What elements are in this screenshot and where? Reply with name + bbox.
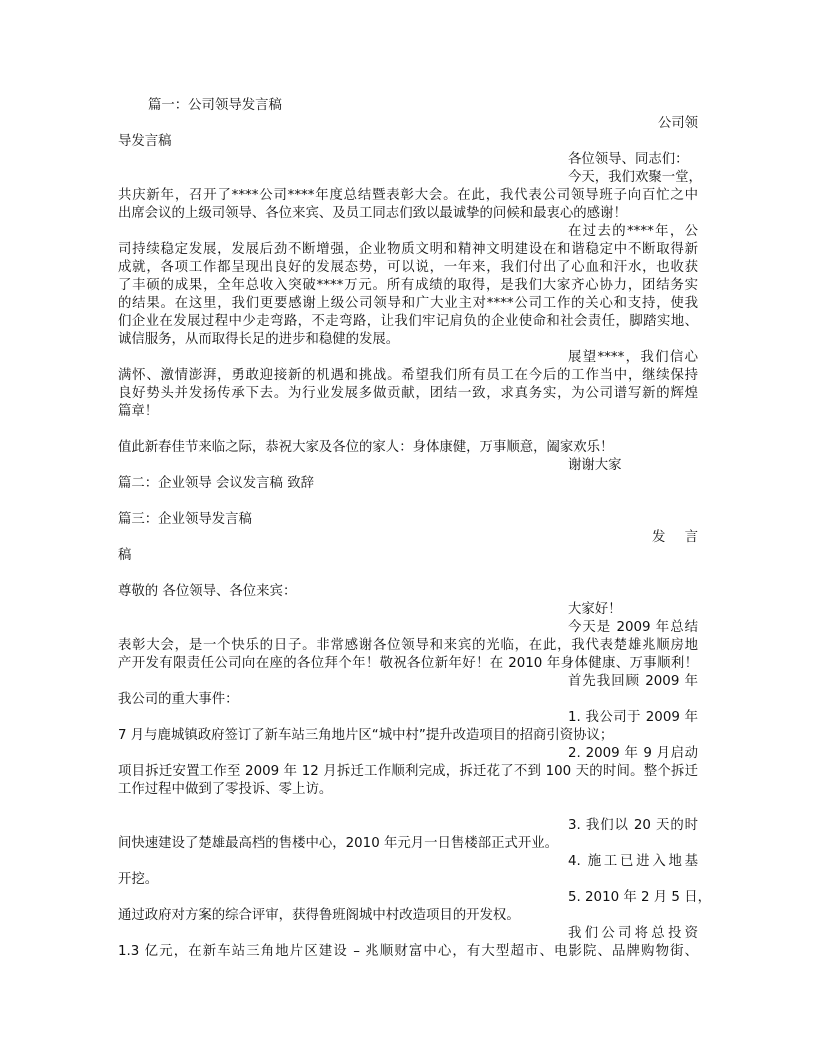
- section-heading-1: 篇一：公司领导发言稿: [148, 98, 282, 113]
- paragraph-line: 们企业在发展过程中少走弯路，不走弯路，让我们牢记肩负的企业使命和社会责任，脚踏实地、: [118, 314, 698, 329]
- paragraph-line: 了丰硕的成果，全年总收入突破****万元。所有成绩的取得，是我们大家齐心协力，团结务实: [118, 278, 698, 293]
- list-item-line: 间快速建设了楚雄最高档的售楼中心，2010 年元月一日售楼部正式开业。: [118, 836, 559, 851]
- section3-title-part2: 稿: [118, 548, 132, 563]
- paragraph-line: 的结果。在这里，我们更要感谢上级公司领导和广大业主对****公司工作的关心和支持，使我: [118, 296, 698, 311]
- paragraph-line: 产开发有限责任公司向在座的各位拜个年！敬祝各位新年好！在 2010 年身体健康、万事顺利！: [118, 656, 698, 671]
- paragraph-line: 良好势头并发扬传承下去。为行业发展多做贡献，团结一致，求真务实，为公司谱写新的辉煌: [118, 386, 698, 401]
- paragraph-line: 首先我回顾 2009 年: [568, 674, 698, 689]
- paragraph-line: 成就，各项工作都呈现出良好的发展态势，可以说，一年来，我们付出了心血和汗水，也收获: [118, 260, 698, 275]
- list-item-line: 7 月与鹿城镇政府签订了新车站三角地片区“城中村”提升改造项目的招商引资协议；: [118, 728, 614, 743]
- list-item-line: 5. 2010 年 2 月 5 日，: [568, 890, 711, 905]
- section3-greeting: 大家好！: [568, 602, 622, 617]
- section-heading-3: 篇三：企业领导发言稿: [118, 512, 252, 527]
- list-item-line: 3. 我们以 20 天的时: [568, 818, 698, 833]
- list-item-line: 4. 施工已进入地基: [568, 854, 698, 869]
- paragraph-line: 出席会议的上级司领导、各位来宾、及员工同志们致以最诚挚的问候和最衷心的感谢！: [118, 206, 627, 221]
- paragraph-line: 今天，我们欢聚一堂，: [568, 170, 702, 185]
- list-item-line: 开挖。: [118, 872, 159, 887]
- section-heading-2: 篇二：企业领导 会议发言稿 致辞: [118, 476, 314, 491]
- paragraph-line: 今天是 2009 年总结: [568, 620, 698, 635]
- section1-closing: 谢谢大家: [568, 458, 622, 473]
- section1-title-part2: 导发言稿: [118, 134, 172, 149]
- paragraph-line: 表彰大会，是一个快乐的日子。非常感谢各位领导和来宾的光临，在此，我代表楚雄兆顺房地: [118, 638, 698, 653]
- section3-title-part1: 发言: [652, 530, 698, 545]
- section3-salutation: 尊敬的 各位领导、各位来宾：: [118, 584, 297, 599]
- section1-salutation: 各位领导、同志们：: [568, 152, 689, 167]
- paragraph-line: 共庆新年，召开了****公司****年度总结暨表彰大会。在此，我代表公司领导班子向百忙之中: [118, 188, 698, 203]
- paragraph-line: 值此新春佳节来临之际，恭祝大家及各位的家人：身体康健，万事顺意，阖家欢乐！: [118, 440, 614, 455]
- list-item-line: 1. 我公司于 2009 年: [568, 710, 698, 725]
- section1-title-part1: 公司领: [657, 116, 698, 131]
- list-item-line: 项目拆迁安置工作至 2009 年 12 月拆迁工作顺利完成，拆迁花了不到 100 天的时间。整个拆迁: [118, 764, 698, 779]
- paragraph-line: 篇章！: [118, 404, 159, 419]
- paragraph-line: 我们公司将总投资: [568, 926, 698, 941]
- paragraph-line: 司持续稳定发展，发展后劲不断增强，企业物质文明和精神文明建设在和谐稳定中不断取得新: [118, 242, 698, 257]
- list-item-line: 工作过程中做到了零投诉、零上访。: [118, 782, 333, 797]
- paragraph-line: 我公司的重大事件：: [118, 692, 239, 707]
- paragraph-line: 展望****，我们信心: [568, 350, 698, 365]
- list-item-line: 2. 2009 年 9 月启动: [568, 746, 698, 761]
- paragraph-line: 满怀、激情澎湃，勇敢迎接新的机遇和挑战。希望我们所有员工在今后的工作当中，继续保持: [118, 368, 698, 383]
- paragraph-line: 1.3 亿元，在新车站三角地片区建设 – 兆顺财富中心，有大型超市、电影院、品牌购物街、: [118, 944, 698, 959]
- paragraph-line: 诚信服务，从而取得长足的进步和稳健的发展。: [118, 332, 400, 347]
- paragraph-line: 在过去的****年，公: [568, 224, 698, 239]
- list-item-line: 通过政府对方案的综合评审，获得鲁班阁城中村改造项目的开发权。: [118, 908, 520, 923]
